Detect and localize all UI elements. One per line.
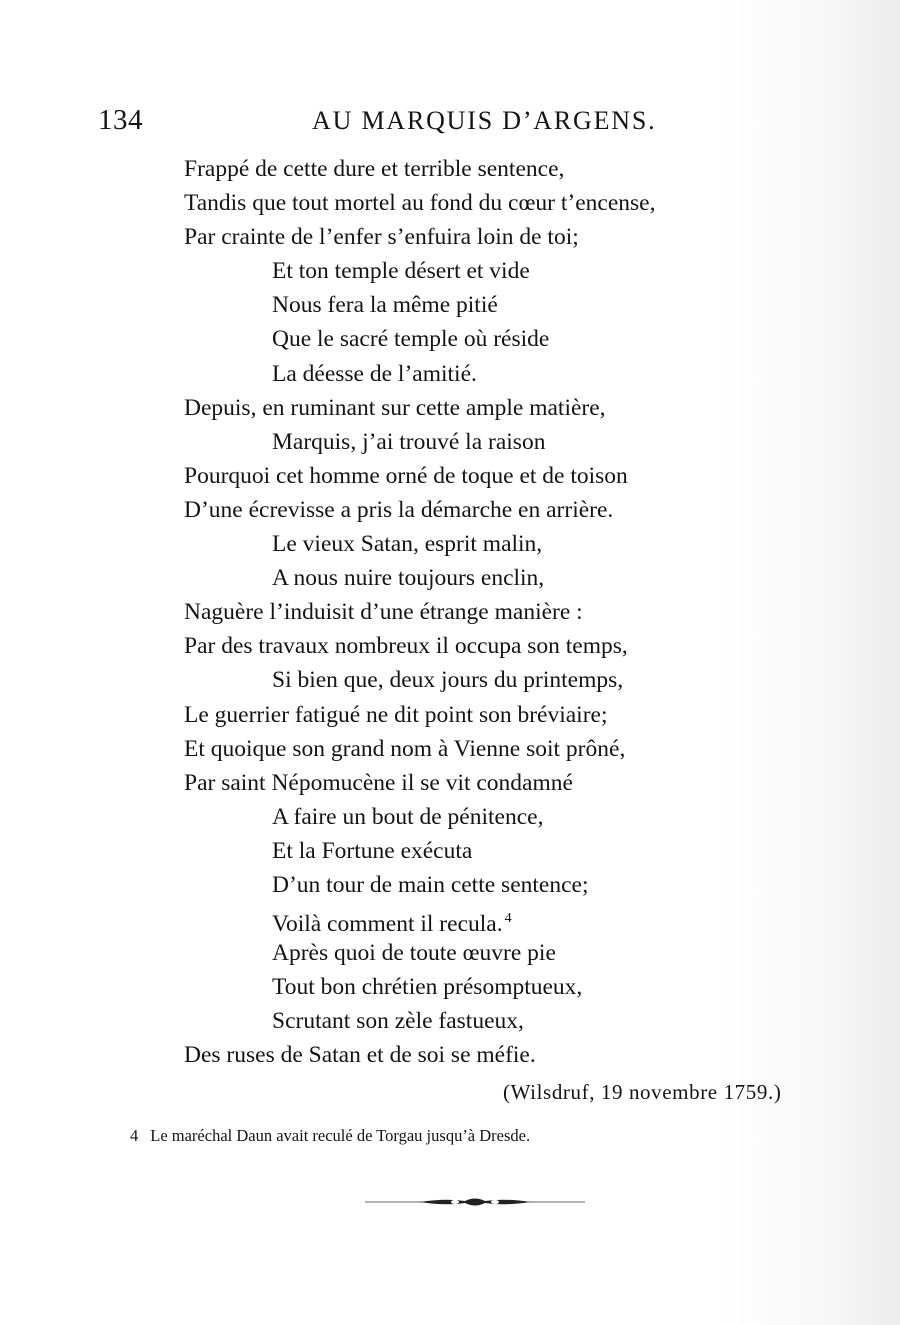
verse-text: Après quoi de toute œuvre pie (272, 940, 556, 967)
verse-text: Que le sacré temple où réside (272, 326, 550, 353)
verse-line (0, 288, 900, 322)
verse-line (0, 698, 900, 732)
verse-line (0, 766, 900, 800)
verse-text: Des ruses de Satan et de soi se méfie. (184, 1042, 536, 1069)
verse-text: Le guerrier fatigué ne dit point son bréviaire; (184, 701, 608, 728)
page-number: 134 (98, 104, 143, 136)
verse-line (0, 527, 900, 561)
verse-line (0, 254, 900, 288)
verse-line (0, 186, 900, 220)
verse-text: Par crainte de l’enfer s’enfuira loin de toi; (184, 224, 579, 251)
verse-line (0, 663, 900, 697)
verse-text: Nous fera la même pitié (272, 292, 498, 319)
verse-line (0, 732, 900, 766)
verse-line (0, 868, 900, 902)
end-ornament (365, 1194, 585, 1210)
verse-text: Marquis, j’ai trouvé la raison (272, 428, 546, 455)
verse-text: Et la Fortune exécuta (272, 837, 473, 864)
verse-line (0, 459, 900, 493)
verse-text: Depuis, en ruminant sur cette ample matière, (184, 394, 606, 421)
verse-line (0, 629, 900, 663)
footnote (130, 1126, 530, 1146)
poem-verses (0, 152, 900, 1073)
verse-line (0, 322, 900, 356)
footnote-text: Le maréchal Daun avait reculé de Torgau jusqu’à Dresde. (150, 1126, 531, 1145)
verse-text: Scrutant son zèle fastueux, (272, 1008, 524, 1035)
verse-line (0, 493, 900, 527)
verse-text: Et quoique son grand nom à Vienne soit prôné, (184, 735, 626, 762)
verse-text: Voilà comment il recula. (272, 911, 503, 938)
verse-text: Si bien que, deux jours du printemps, (272, 667, 624, 694)
verse-line (0, 1004, 900, 1038)
verse-line (0, 561, 900, 595)
verse-text: Par saint Népomucène il se vit condamné (184, 769, 573, 796)
verse-text: Le vieux Satan, esprit malin, (272, 531, 543, 558)
verse-text: A nous nuire toujours enclin, (272, 565, 545, 592)
verse-line (0, 800, 900, 834)
verse-line (0, 1038, 900, 1072)
verse-line (0, 357, 900, 391)
verse-text: Pourquoi cet homme orné de toque et de toison (184, 462, 628, 489)
verse-line (0, 391, 900, 425)
verse-text: Par des travaux nombreux il occupa son temps, (184, 633, 628, 660)
verse-line (0, 595, 900, 629)
footnote-mark: 4 (130, 1126, 139, 1145)
running-head: AU MARQUIS D’ARGENS. (312, 106, 657, 135)
verse-text: D’une écrevisse a pris la démarche en arrière. (184, 496, 614, 523)
verse-text: Tout bon chrétien présomptueux, (272, 974, 583, 1001)
verse-text: La déesse de l’amitié. (272, 360, 477, 387)
verse-text: A faire un bout de pénitence, (272, 803, 544, 830)
verse-text: D’un tour de main cette sentence; (272, 871, 589, 898)
verse-line (0, 936, 900, 970)
verse-line (0, 220, 900, 254)
footnote-reference: 4 (504, 911, 512, 927)
verse-line (0, 425, 900, 459)
poem-dateline: (Wilsdruf, 19 novembre 1759.) (503, 1080, 782, 1104)
verse-text: Naguère l’induisit d’une étrange manière : (184, 599, 583, 626)
verse-line (0, 152, 900, 186)
verse-text: Et ton temple désert et vide (272, 258, 530, 285)
verse-text: Tandis que tout mortel au fond du cœur t’encense, (184, 190, 656, 217)
verse-text: Frappé de cette dure et terrible sentence, (184, 156, 565, 182)
verse-line (0, 970, 900, 1004)
verse-line (0, 902, 900, 936)
verse-line (0, 834, 900, 868)
